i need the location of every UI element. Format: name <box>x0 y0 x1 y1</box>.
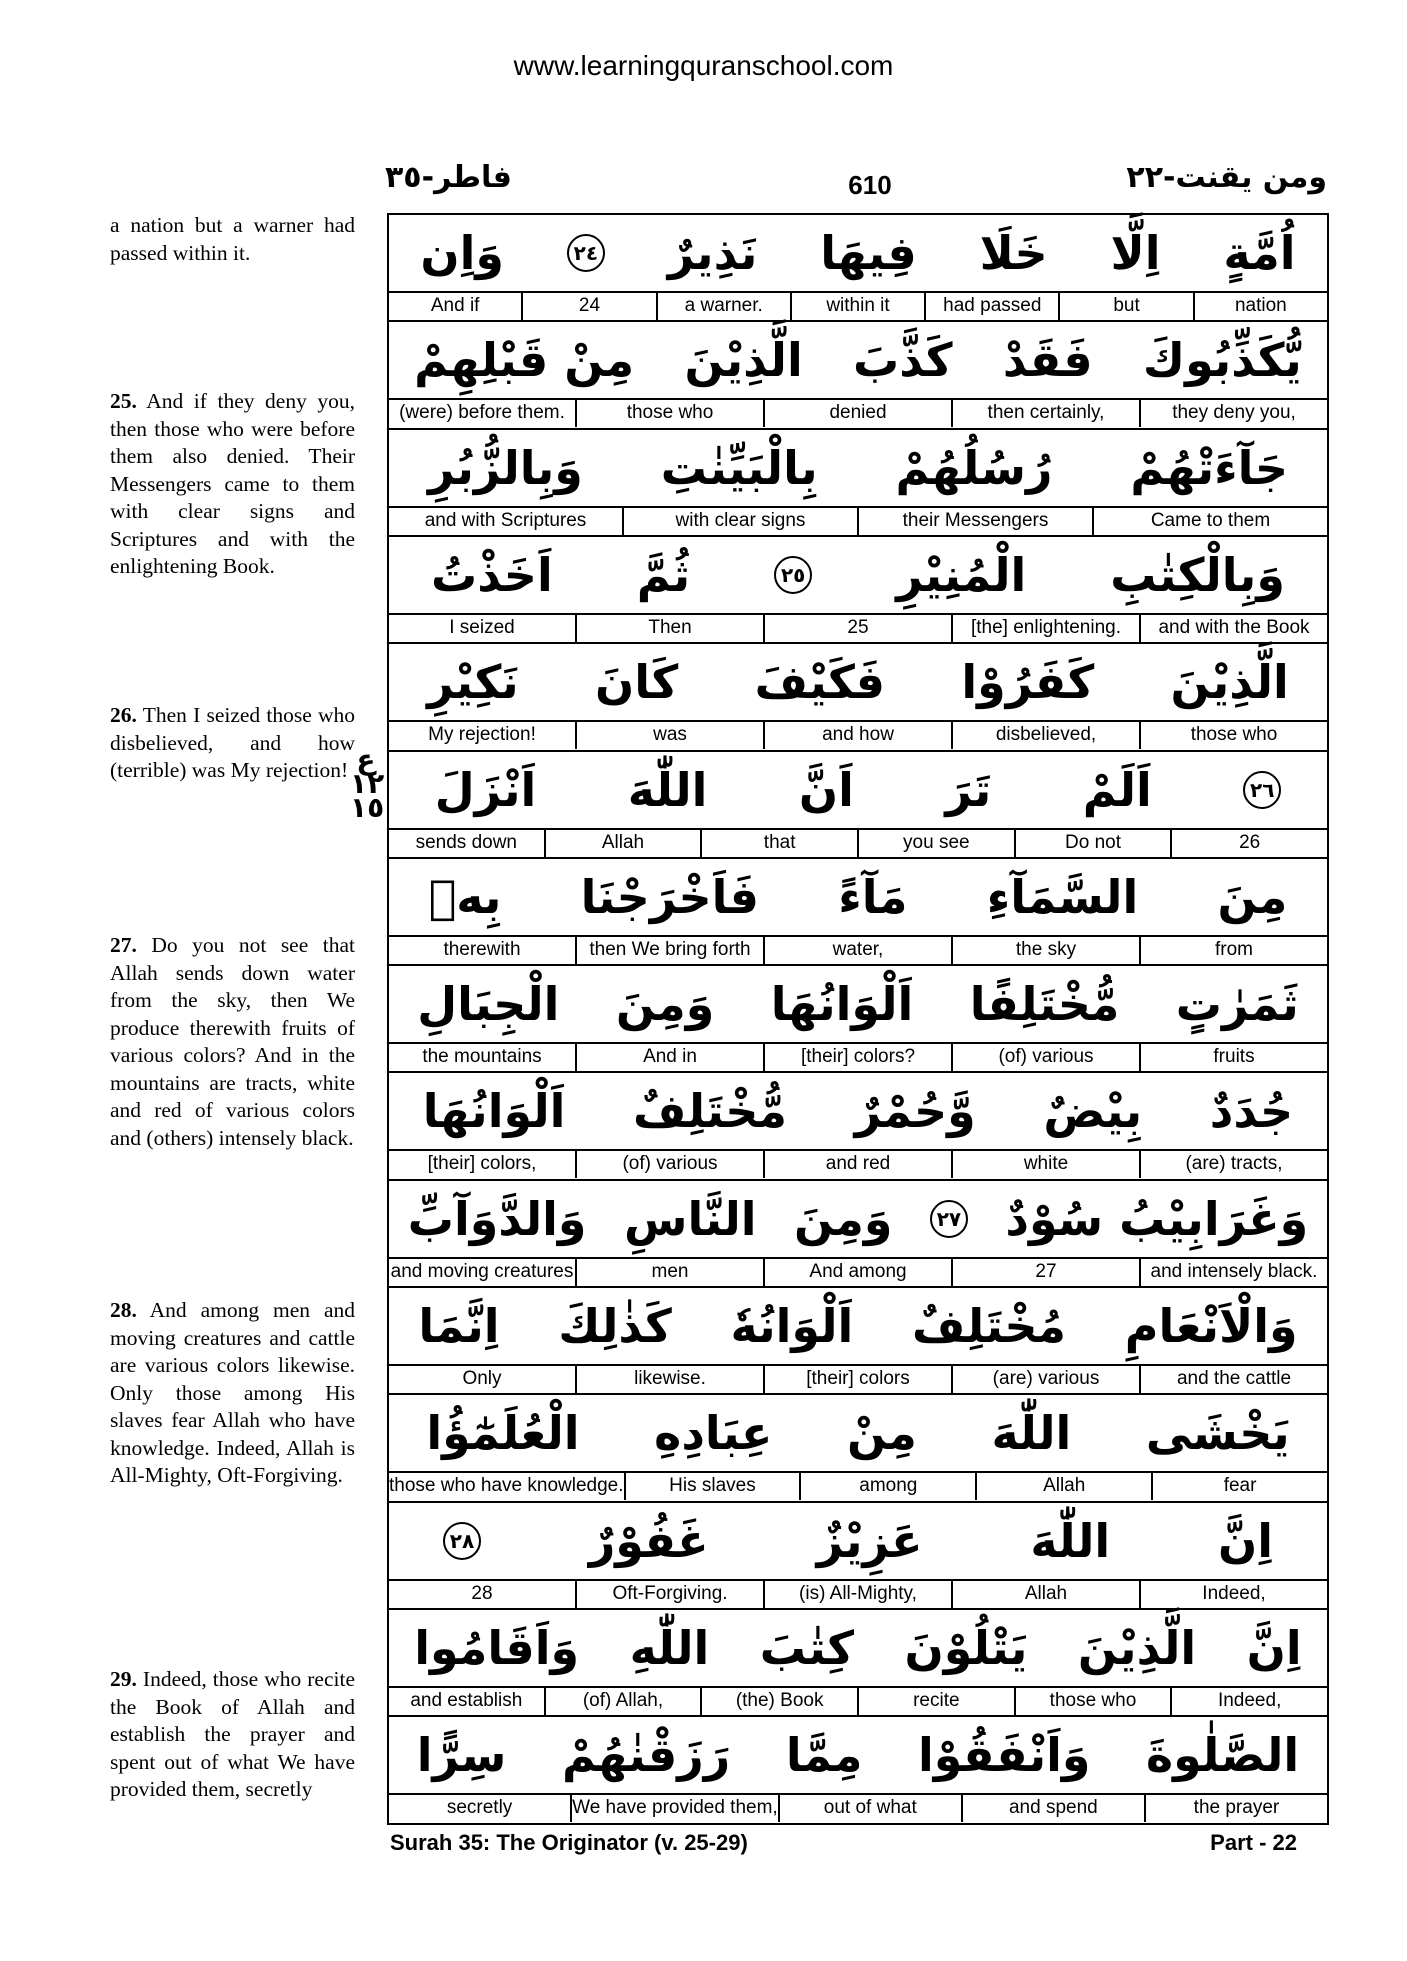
translation-line <box>389 508 1327 535</box>
translation-cell: they deny you, <box>1139 400 1327 427</box>
arabic-line <box>389 752 1327 830</box>
arabic-word: فَقَدْ <box>1002 333 1093 388</box>
page-number: 610 <box>848 170 892 200</box>
arabic-word: اللّٰهَ <box>627 762 708 817</box>
arabic-word: وَاَقَامُوا <box>414 1620 580 1675</box>
arabic-word: وَالدَّوَآبِّ <box>407 1191 587 1246</box>
arabic-word: كَفَرُوْا <box>961 655 1095 710</box>
surah-name: فاطر-٣٥ <box>385 160 512 195</box>
translation-cell: I seized <box>449 616 515 638</box>
translation-cell: His slaves <box>624 1473 800 1500</box>
translation-cell: out of what <box>778 1795 961 1822</box>
verse-row <box>389 1073 1327 1181</box>
translation-cell: And if <box>430 295 480 316</box>
arabic-word: اِنَّ <box>1246 1620 1302 1675</box>
arabic-word: رَزَقْنٰهُمْ <box>561 1728 731 1783</box>
translation-cell: the mountains <box>422 1046 542 1068</box>
arabic-word: وَالْاَنْعَامِ <box>1124 1299 1298 1353</box>
translation-line <box>389 293 1327 320</box>
arabic-line <box>389 966 1327 1044</box>
arabic-line <box>389 322 1327 400</box>
footer-surah: Surah 35: The Originator (v. 25-29) <box>390 1830 748 1855</box>
verse-row <box>389 1610 1327 1718</box>
translation-cell: the sky <box>951 937 1139 964</box>
translation-cell: those who <box>575 400 763 427</box>
note-29: 29. Indeed, those who recite the Book of Allah and establish the prayer and spent out of what We have provided them, secretly <box>110 1667 356 1801</box>
note-28: 28. And among men and moving creatures and cattle are various colors likewise. Only those among His slaves fear Allah who have knowledge. Indeed, Allah is All-Mighty, Oft-Forgiving. <box>110 1298 355 1487</box>
translation-cell: therewith <box>443 938 521 960</box>
arabic-word: مِنْ <box>847 1406 917 1461</box>
arabic-word: كَذٰلِكَ <box>558 1299 672 1353</box>
translation-cell: nation <box>1193 293 1327 320</box>
translation-cell: and moving creatures <box>390 1260 574 1282</box>
arabic-word: وَبِالْكِتٰبِ <box>1110 547 1285 602</box>
arabic-word: وَغَرَابِيْبُ سُوْدٌ <box>1005 1191 1309 1246</box>
translation-line <box>389 1473 1327 1500</box>
arabic-word: السَّمَآءِ <box>986 869 1139 924</box>
translation-cell: secretly <box>446 1797 513 1819</box>
translation-cell: 25 <box>763 615 951 642</box>
verse-row <box>389 644 1327 752</box>
translation-cell: My rejection! <box>428 724 536 746</box>
arabic-line <box>389 859 1327 937</box>
note-25: 25. And if they deny you, then those who were before them also denied. Their Messengers came to them with clear signs and Scriptures and with the enlightening Book. <box>110 389 355 578</box>
arabic-line <box>389 1073 1327 1151</box>
translation-cell: 28 <box>471 1582 493 1604</box>
translation-cell: [their] colors, <box>427 1153 537 1175</box>
translation-cell: (the) Book <box>700 1688 857 1715</box>
arabic-word: اَلَمْ <box>1082 762 1152 817</box>
verse-row <box>389 430 1327 538</box>
arabic-word: مُخْتَلِفٌ <box>912 1299 1067 1353</box>
translation-cell: then certainly, <box>951 400 1139 427</box>
arabic-word: مِمَّا <box>785 1728 863 1783</box>
arabic-word: بِيْضٌ <box>1043 1084 1143 1139</box>
translation-cell: with clear signs <box>622 508 857 535</box>
note-0: a nation but a warner had passed within it. <box>110 213 355 265</box>
arabic-word: يُّكَذِّبُوكَ <box>1142 333 1302 388</box>
arabic-word: اِنَّ <box>1218 1513 1274 1568</box>
translation-cell: and the cattle <box>1139 1366 1327 1393</box>
translation-cell: Came to them <box>1092 508 1327 535</box>
arabic-word: وَمِنَ <box>615 977 715 1032</box>
arabic-word: جَآءَتْهُمْ <box>1130 440 1289 495</box>
translation-cell: had passed <box>924 293 1058 320</box>
translation-cell: (were) before them. <box>399 402 565 424</box>
verse-row <box>389 859 1327 967</box>
verse-row <box>389 752 1327 860</box>
arabic-line <box>389 1395 1327 1473</box>
translation-cell: among <box>799 1473 975 1500</box>
arabic-word: اللّٰهَ <box>991 1406 1072 1461</box>
verse-row <box>389 1288 1327 1396</box>
translation-cell: but <box>1058 293 1192 320</box>
arabic-word: كَذَّبَ <box>853 333 953 388</box>
translation-line <box>389 1581 1327 1608</box>
translation-line <box>389 1366 1327 1393</box>
translation-cell: (of) various <box>951 1044 1139 1071</box>
arabic-word: اُمَّةٍ <box>1223 226 1296 280</box>
arabic-word: اللّٰهِ <box>629 1620 710 1675</box>
translation-cell: Allah <box>975 1473 1151 1500</box>
translation-cell: fear <box>1151 1473 1327 1500</box>
translation-line <box>389 400 1327 427</box>
translation-cell: likewise. <box>575 1366 763 1393</box>
arabic-word: سِرًّا <box>416 1728 507 1783</box>
translation-cell: a warner. <box>656 293 790 320</box>
translation-cell: fruits <box>1139 1044 1327 1071</box>
translation-cell: 26 <box>1170 830 1327 857</box>
verse-row <box>389 1395 1327 1503</box>
translation-line <box>389 1688 1327 1715</box>
website-url: www.learningquranschool.com <box>513 50 894 81</box>
verse-row <box>389 215 1327 323</box>
translation-cell: Do not <box>1014 830 1171 857</box>
arabic-word: اِلَّا <box>1110 226 1161 280</box>
arabic-word: رُسُلُهُمْ <box>895 440 1053 495</box>
verse-row <box>389 1503 1327 1611</box>
arabic-word: اَلْوَانُهَا <box>770 977 914 1032</box>
arabic-word: يَتْلُوْنَ <box>904 1620 1028 1675</box>
arabic-word: الَّذِيْنَ <box>1077 1620 1197 1675</box>
verse-number-marker: ٢٨ <box>443 1522 481 1560</box>
arabic-line <box>389 1503 1327 1581</box>
arabic-word: الْمُنِيْرِ <box>896 547 1027 602</box>
arabic-word: عِبَادِهِ <box>654 1406 773 1461</box>
verse-row <box>389 537 1327 645</box>
arabic-word: كِتٰبَ <box>759 1620 854 1675</box>
note-27: 27. Do you not see that Allah sends down water from the sky, then We produce therewith fruits of various colors? And in the mountains are tracts, white and red of various colors and (others) intensely black. <box>110 933 355 1150</box>
translation-line <box>389 1259 1327 1286</box>
arabic-word: الصَّلٰوةَ <box>1146 1728 1300 1783</box>
translation-cell: Allah <box>544 830 701 857</box>
translation-cell: And among <box>763 1259 951 1286</box>
translation-cell: [the] enlightening. <box>951 615 1139 642</box>
verse-row <box>389 966 1327 1074</box>
translation-cell: denied <box>763 400 951 427</box>
translation-cell: 27 <box>951 1259 1139 1286</box>
arabic-line <box>389 1717 1327 1795</box>
arabic-word: وَاِن <box>420 226 505 280</box>
translation-cell: was <box>575 722 763 749</box>
arabic-word: فِيهَا <box>820 226 917 280</box>
translation-cell: Oft-Forgiving. <box>575 1581 763 1608</box>
translation-line <box>389 830 1327 857</box>
translation-cell: the prayer <box>1144 1795 1327 1822</box>
verse-row <box>389 322 1327 430</box>
translation-cell: from <box>1139 937 1327 964</box>
arabic-word: عَزِيْزٌ <box>816 1513 923 1568</box>
arabic-word: وَّحُمْرٌ <box>854 1084 976 1139</box>
verse-row <box>389 1181 1327 1289</box>
translation-cell: and spend <box>961 1795 1144 1822</box>
translation-cell: those who <box>1139 722 1327 749</box>
translation-cell: those who <box>1014 1688 1171 1715</box>
arabic-word: مُّخْتَلِفًا <box>969 977 1120 1032</box>
arabic-word: تَرَ <box>945 762 992 817</box>
arabic-word: كَانَ <box>594 655 679 710</box>
arabic-word: الَّذِيْنَ <box>1170 655 1289 710</box>
verse-number-marker: ٢٥ <box>774 556 812 594</box>
arabic-word: اَنَّ <box>798 762 854 817</box>
translation-cell: [their] colors? <box>763 1044 951 1071</box>
arabic-line <box>389 644 1327 722</box>
verse-number-marker: ٢٧ <box>930 1200 968 1238</box>
arabic-word: النَّاسِ <box>623 1191 757 1246</box>
note-26: 26. Then I seized those who disbelieved, and how (terrible) was My rejection! <box>110 703 355 782</box>
translation-cell: [their] colors <box>763 1366 951 1393</box>
arabic-word: مِنْ قَبْلِهِمْ <box>414 333 635 388</box>
translation-cell: men <box>575 1259 763 1286</box>
translation-cell: Then <box>575 615 763 642</box>
arabic-word: اَلْوَانُهَا <box>422 1084 566 1139</box>
translation-line <box>389 615 1327 642</box>
translation-cell: and with Scriptures <box>424 509 587 531</box>
arabic-word: غَفُوْرٌ <box>588 1513 709 1568</box>
arabic-word: جُدَدٌ <box>1209 1084 1294 1139</box>
arabic-word: اَلْوَانُهٗ <box>730 1299 854 1353</box>
verse-row <box>389 1717 1327 1825</box>
arabic-word: الْعُلَمٰٓؤُا <box>426 1406 580 1461</box>
translation-line <box>389 1795 1327 1822</box>
translation-cell: and intensely black. <box>1139 1259 1327 1286</box>
translation-line <box>389 1044 1327 1071</box>
translation-cell: within it <box>790 293 924 320</box>
arabic-word: فَكَيْفَ <box>754 655 886 710</box>
translation-cell: then We bring forth <box>575 937 763 964</box>
translation-cell: those who have knowledge. <box>389 1475 624 1497</box>
translation-cell: (is) All-Mighty, <box>763 1581 951 1608</box>
translation-cell: recite <box>857 1688 1014 1715</box>
translation-cell: you see <box>857 830 1014 857</box>
translation-cell: that <box>700 830 857 857</box>
arabic-word: خَلَا <box>979 226 1048 280</box>
arabic-word: وَمِنَ <box>794 1191 893 1246</box>
translation-cell: We have provided them, <box>570 1795 778 1822</box>
translation-cell: Only <box>462 1368 502 1389</box>
translation-cell: their Messengers <box>857 508 1092 535</box>
footer-part: Part - 22 <box>1210 1830 1297 1855</box>
translation-cell: 24 <box>521 293 655 320</box>
translation-cell: Allah <box>951 1581 1139 1608</box>
arabic-word: مُّخْتَلِفٌ <box>632 1084 787 1139</box>
translation-cell: and red <box>763 1151 951 1178</box>
translation-cell: disbelieved, <box>951 722 1139 749</box>
arabic-line <box>389 537 1327 615</box>
translation-cell: water, <box>763 937 951 964</box>
arabic-word: مِنَ <box>1217 869 1288 924</box>
arabic-word: ثَمَرٰتٍ <box>1175 977 1299 1032</box>
translation-cell: and with the Book <box>1139 615 1327 642</box>
translation-line <box>389 722 1327 749</box>
arabic-word: وَاَنْفَقُوْا <box>918 1728 1091 1783</box>
verse-number-marker: ٢٦ <box>1243 771 1281 809</box>
ruku-mark: ع ١٢ ١٥ <box>350 743 385 824</box>
arabic-word: الْجِبَالِ <box>417 977 560 1032</box>
verse-number-marker: ٢٤ <box>567 234 605 272</box>
part-name: ومن يقنت-٢٢ <box>1126 160 1327 195</box>
arabic-word: اِنَّمَا <box>418 1299 500 1353</box>
arabic-word: اللّٰهَ <box>1030 1513 1111 1568</box>
translation-cell: Indeed, <box>1139 1581 1327 1608</box>
arabic-word: وَبِالزُّبُرِ <box>427 440 583 495</box>
arabic-word: ثُمَّ <box>636 547 691 602</box>
arabic-word: بِهٖ <box>428 869 502 924</box>
arabic-word: اَخَذْتُ <box>431 547 553 602</box>
arabic-line <box>389 1181 1327 1259</box>
arabic-word: الَّذِيْنَ <box>684 333 803 388</box>
translation-cell: (of) various <box>575 1151 763 1178</box>
translation-cell: (are) tracts, <box>1139 1151 1327 1178</box>
translation-cell: Indeed, <box>1170 1688 1327 1715</box>
arabic-word: بِالْبَيِّنٰتِ <box>660 440 818 495</box>
translation-line <box>389 937 1327 964</box>
arabic-word: نَذِيرٌ <box>667 226 758 280</box>
arabic-line <box>389 1610 1327 1688</box>
translation-cell: sends down <box>415 831 517 853</box>
translation-cell: white <box>951 1151 1139 1178</box>
translation-cell: and how <box>763 722 951 749</box>
arabic-word: اَنْزَلَ <box>434 762 537 817</box>
arabic-word: مَآءً <box>838 869 908 924</box>
translation-line <box>389 1151 1327 1178</box>
word-grid <box>387 213 1329 1825</box>
translation-cell: (are) various <box>951 1366 1139 1393</box>
arabic-word: فَاَخْرَجْنَا <box>580 869 759 924</box>
arabic-line <box>389 1288 1327 1366</box>
arabic-word: يَخْشَى <box>1145 1406 1290 1461</box>
arabic-line <box>389 215 1327 293</box>
arabic-line <box>389 430 1327 508</box>
translation-cell: (of) Allah, <box>544 1688 701 1715</box>
translation-cell: and establish <box>410 1689 523 1711</box>
translation-cell: And in <box>575 1044 763 1071</box>
arabic-word: نَكِيْرِ <box>427 655 519 710</box>
